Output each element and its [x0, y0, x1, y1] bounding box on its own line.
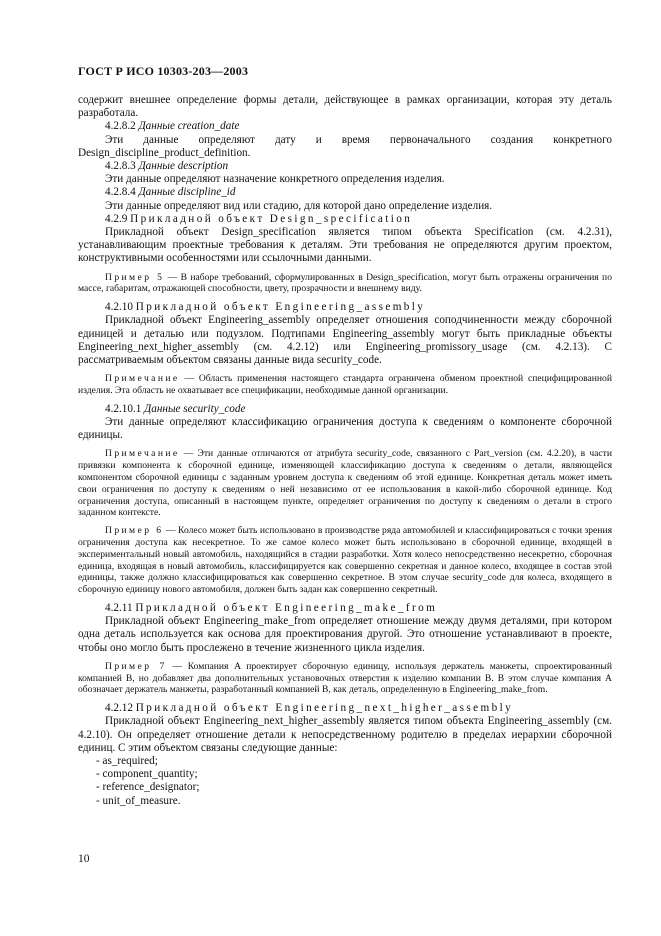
- section-heading: 4.2.11 Прикладной объект Engineering_make_from: [105, 602, 438, 615]
- remark-note: Примечание — Область применения настоящего стандарта ограничена обменом проектной специфицированной изделия. Эта область не охватывает все спецификации, необходимые данной организации.: [78, 373, 612, 397]
- paragraph: Эти данные определяют вид или стадию, для которой дано определение изделия.: [105, 199, 493, 212]
- paragraph: Эти данные определяют классификацию ограничения доступа к сведениям о компоненте сборочной единицы.: [78, 416, 612, 442]
- subsection-heading: 4.2.8.4 Данные discipline_id: [105, 186, 236, 199]
- data-list: [78, 755, 612, 808]
- example-note: Пример 7 — Компания A проектирует сборочную единицу, используя держатель манжеты, спроектированный компанией B, но добавляет два дополнительных установочных отверстия к изделию компании B. В этом случае компания A обозначает держатель манжеты, разработанный компанией B, как деталь, определенную в Engineering_make_from.: [78, 660, 612, 696]
- remark-note: Примечание — Эти данные отличаются от атрибута security_code, связанного с Part_version (см. 4.2.20), в части привязки компонента к сборочной единице, изменяющей классификацию доступа к сведениям о детали, являющейся компонентом сборочной единицы с заданным уровнем доступа к сведениям об этой единице. Конкретная деталь может иметь свои ограничения по доступу к сведениям о ней независимо от ее использования в какой-либо сборочной единице. Код ограничения доступа, описанный в настоящем пункте, определяет ограничения по доступу к сведениям о детали в строго заданном контексте.: [78, 448, 612, 519]
- page-header: ГОСТ Р ИСО 10303-203—2003: [78, 64, 249, 78]
- page-number: 10: [78, 853, 90, 865]
- paragraph: Прикладной объект Engineering_assembly определяет отношения соподчиненности между сборочной единицей и деталью или подузлом. Подтипами Engineering_assembly могут быть прикладные объекты Engineering_next_higher_assembly (см. 4.2.12) или Engineering_promissory_usage (см. 4.2.13). С рассматриваемым объектом связаны данные вида security_code.: [78, 314, 612, 367]
- subsection-heading: 4.2.10.1 Данные security_code: [105, 402, 246, 415]
- section-heading: 4.2.12 Прикладной объект Engineering_next_higher_assembly: [105, 702, 514, 715]
- subsection-heading: 4.2.8.2 Данные creation_date: [105, 120, 240, 133]
- section-heading: 4.2.9 Прикладной объект Design_specification: [105, 212, 413, 225]
- list-item: - unit_of_measure.: [96, 794, 181, 807]
- example-note: Пример 5 — В наборе требований, сформулированных в Design_specification, могут быть отражены ограничения по массе, габаритам, отражающей способности, цвету, прозрачности и внешнему виду.: [78, 271, 612, 295]
- subsection-heading: 4.2.8.3 Данные description: [105, 160, 229, 173]
- paragraph: Прикладной объект Engineering_next_higher_assembly является типом объекта Engineering_assembly (см. 4.2.10). Он определяет отношение детали к непосредственному родителю в пределах иерархии сборочной единиц. С этим объектом связаны следующие данные:: [78, 715, 612, 754]
- list-item: - as_required;: [96, 755, 158, 768]
- example-note: Пример 6 — Колесо может быть использовано в производстве ряда автомобилей и классифицироваться с точки зрения ограничения доступа как несекретное. То же самое колесо может быть использовано в сборочной единице, входящей в экспериментальный новый автомобиль, находящийся в стадии разработки. Хотя колесо непосредственно несекретно, сборочная единица, входящая в новый автомобиль, классифицируется как совершенно секретная и данное колесо, входящее в состав этой единицы, также должно классифицироваться как совершенно секретное. В этом случае security_code для колеса, входящего в сборочную единицу нового автомобиля, должен быть задан как совершенно секретный.: [78, 525, 612, 596]
- list-item: - component_quantity;: [96, 768, 198, 781]
- paragraph: содержит внешнее определение формы детали, действующее в рамках организации, которая эту деталь разработала.: [78, 94, 612, 120]
- paragraph: Прикладной объект Engineering_make_from определяет отношение между двумя деталями, при котором одна деталь используется как основа для проектирования другой. Это отношение устанавливают в проекте, чтобы оно могло быть прослежено в течение жизненного цикла изделия.: [78, 615, 612, 654]
- list-item: - reference_designator;: [96, 781, 200, 794]
- paragraph: Эти данные определяют назначение конкретного определения изделия.: [105, 173, 445, 186]
- paragraph: Прикладной объект Design_specification является типом объекта Specification (см. 4.2.31), устанавливающим проектные требования к деталям. Эти требования не определяются другим проектом, конструктивными особенностями или ссылочными данными.: [78, 226, 612, 265]
- paragraph: Эти данные определяют дату и время первоначального создания конкретного Design_discipline_product_definition.: [78, 133, 612, 159]
- section-heading: 4.2.10 Прикладной объект Engineering_assembly: [105, 301, 426, 314]
- page-content: [78, 94, 612, 808]
